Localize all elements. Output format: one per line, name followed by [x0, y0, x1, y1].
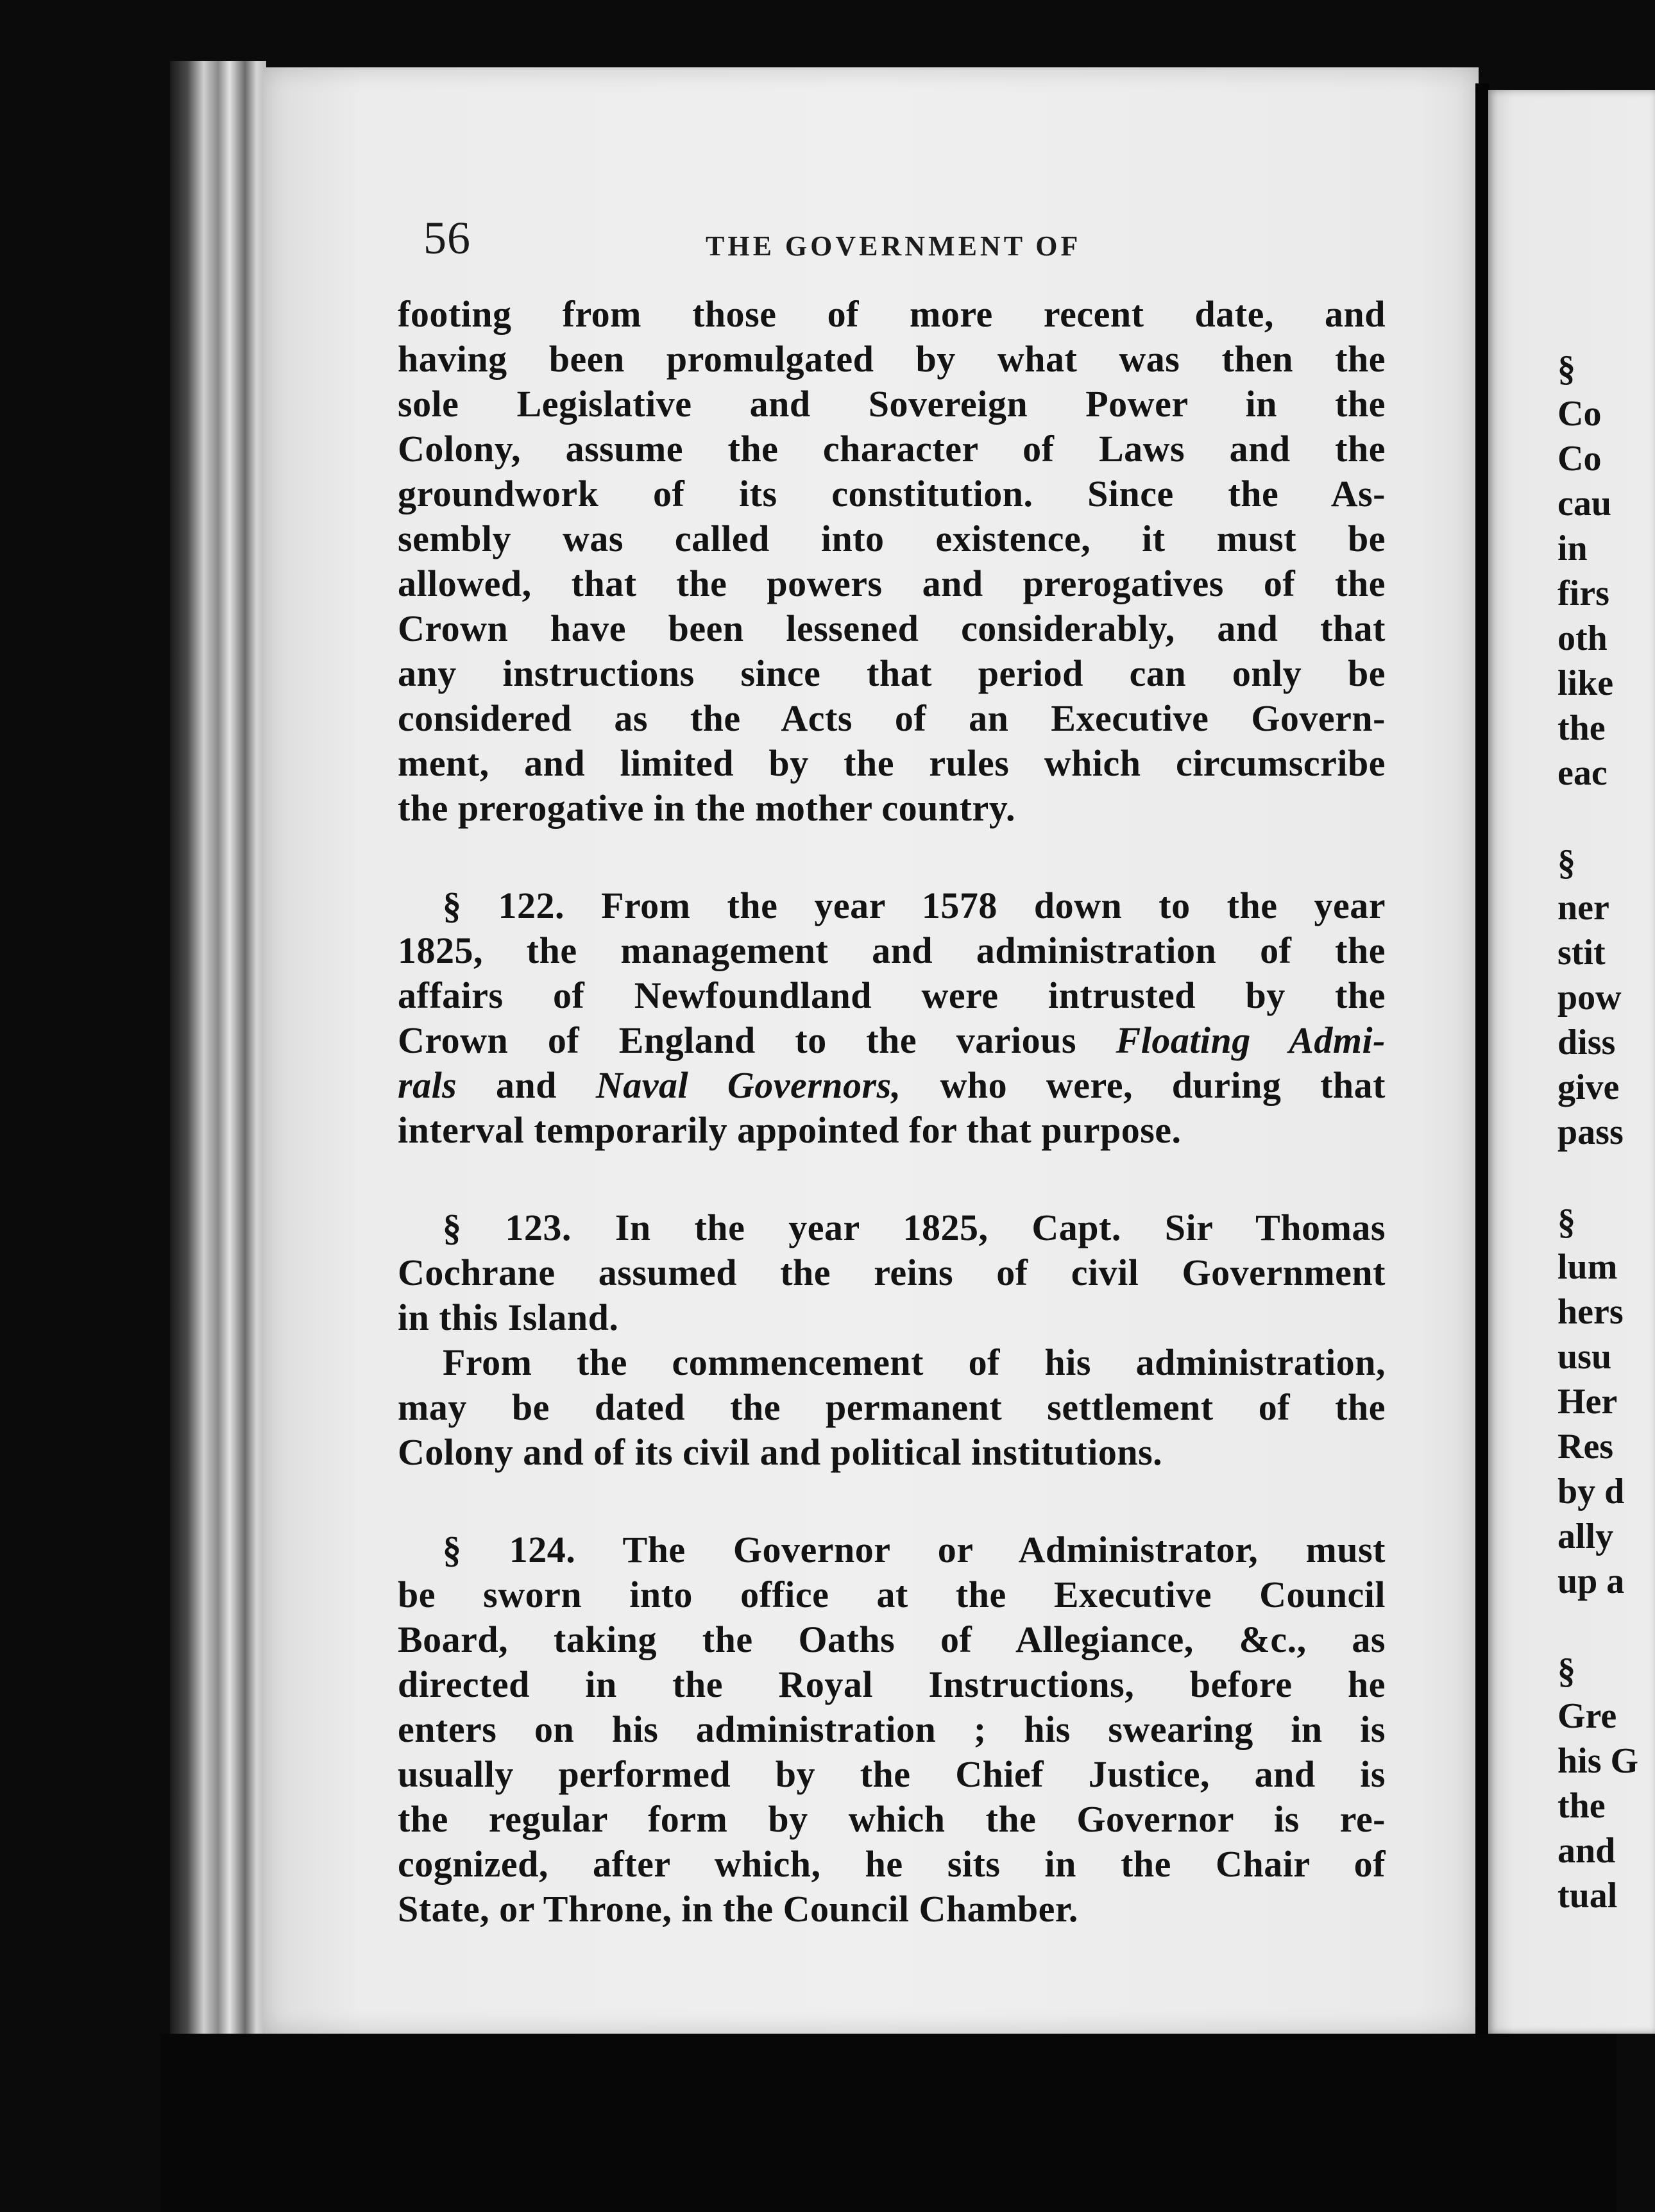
right-fragment: stit: [1557, 933, 1606, 973]
page-body: [398, 292, 1386, 1932]
right-fragment: up a: [1557, 1561, 1625, 1601]
section-123-line: may be dated the permanent settlement of the: [398, 1386, 1386, 1428]
section-122-line: Crown of England to the various Floating Admi-: [398, 1019, 1386, 1061]
scan-border: [160, 2034, 1617, 2212]
section-124-line: usually performed by the Chief Justice, and is: [398, 1753, 1386, 1795]
body-line: Colony, assume the character of Laws and the: [398, 428, 1386, 470]
right-fragment: ally: [1557, 1517, 1614, 1556]
right-fragment: pow: [1557, 978, 1622, 1017]
section-124-line: enters on his administration ; his swearing in is: [398, 1708, 1386, 1750]
body-line: ment, and limited by the rules which circumscribe: [398, 742, 1386, 784]
right-fragment: oth: [1557, 618, 1608, 658]
right-fragment: usu: [1557, 1337, 1612, 1377]
right-fragment: Co: [1557, 439, 1602, 479]
section-123-line: § 123. In the year 1825, Capt. Sir Thomas: [443, 1207, 1386, 1248]
right-fragment: Res: [1557, 1427, 1614, 1467]
right-fragment: §: [1557, 1202, 1575, 1242]
page-gutter: [1475, 83, 1490, 2040]
body-line: considered as the Acts of an Executive Govern-: [398, 697, 1386, 739]
right-fragment: lum: [1557, 1247, 1618, 1287]
right-fragment: firs: [1557, 574, 1609, 613]
body-line: allowed, that the powers and prerogatives of the: [398, 563, 1386, 604]
section-124: [398, 1527, 1386, 1932]
right-fragment: Gre: [1557, 1696, 1617, 1736]
section-122-line: interval temporarily appointed for that purpose.: [398, 1109, 1182, 1151]
body-line: any instructions since that period can only be: [398, 652, 1386, 694]
running-title: THE GOVERNMENT OF: [706, 230, 1082, 262]
section-122-line: affairs of Newfoundland were intrusted by the: [398, 974, 1386, 1016]
section-123: [398, 1205, 1386, 1475]
body-line: Crown have been lessened considerably, and that: [398, 608, 1386, 649]
italic-text: Naval Governors,: [595, 1064, 901, 1106]
right-fragment: and: [1557, 1831, 1616, 1871]
right-fragment: §: [1557, 843, 1575, 883]
right-fragment: by d: [1557, 1472, 1625, 1511]
body-line: footing from those of more recent date, and: [398, 293, 1386, 335]
section-122-line: rals and Naval Governors, who were, during that: [398, 1064, 1386, 1106]
right-fragment: Co: [1557, 394, 1602, 434]
section-123-line: Colony and of its civil and political institutions.: [398, 1431, 1163, 1473]
right-fragment: give: [1557, 1068, 1620, 1107]
right-page-fragments: [1557, 346, 1639, 1918]
right-fragment: hers: [1557, 1292, 1624, 1332]
book-binding: [170, 61, 266, 2037]
section-123-line: Cochrane assumed the reins of civil Government: [398, 1252, 1386, 1293]
right-fragment: his G: [1557, 1741, 1639, 1781]
section-122-line: 1825, the management and administration of the: [398, 930, 1386, 971]
right-fragment: tual: [1557, 1876, 1618, 1916]
page-number: 56: [423, 212, 471, 264]
running-header: [423, 212, 1386, 269]
right-fragment: eac: [1557, 753, 1608, 793]
body-line: sole Legislative and Sovereign Power in the: [398, 383, 1386, 425]
right-fragment: cau: [1557, 484, 1611, 523]
section-123-line: in this Island.: [398, 1297, 619, 1338]
section-124-line: Board, taking the Oaths of Allegiance, &c., as: [398, 1619, 1386, 1660]
right-fragment: pass: [1557, 1112, 1624, 1152]
body-line: groundwork of its constitution. Since the As-: [398, 473, 1386, 515]
section-124-line: State, or Throne, in the Council Chamber.: [398, 1888, 1078, 1930]
right-fragment: §: [1557, 1651, 1575, 1691]
right-fragment: the: [1557, 1786, 1606, 1826]
section-123-line: From the commencement of his administration,: [443, 1341, 1386, 1383]
body-line: having been promulgated by what was then the: [398, 338, 1386, 380]
right-fragment: ner: [1557, 888, 1609, 928]
right-fragment: Her: [1557, 1382, 1618, 1422]
right-fragment: like: [1557, 663, 1614, 703]
italic-text: Floating Admi-: [1116, 1019, 1386, 1061]
section-124-line: cognized, after which, he sits in the Chair of: [398, 1843, 1386, 1885]
italic-text: rals: [398, 1064, 457, 1106]
section-124-line: directed in the Royal Instructions, before he: [398, 1663, 1386, 1705]
right-fragment: diss: [1557, 1023, 1616, 1062]
body-line: sembly was called into existence, it must be: [398, 518, 1386, 559]
right-fragment: §: [1557, 349, 1575, 389]
section-122: [398, 883, 1386, 1153]
body-line: the prerogative in the mother country.: [398, 787, 1016, 829]
section-124-line: the regular form by which the Governor is re-: [398, 1798, 1386, 1840]
right-fragment: the: [1557, 708, 1606, 748]
section-124-line: be sworn into office at the Executive Council: [398, 1574, 1386, 1615]
section-124-line: § 124. The Governor or Administrator, must: [443, 1529, 1386, 1570]
section-122-line: § 122. From the year 1578 down to the year: [443, 885, 1386, 926]
right-fragment: in: [1557, 529, 1588, 568]
